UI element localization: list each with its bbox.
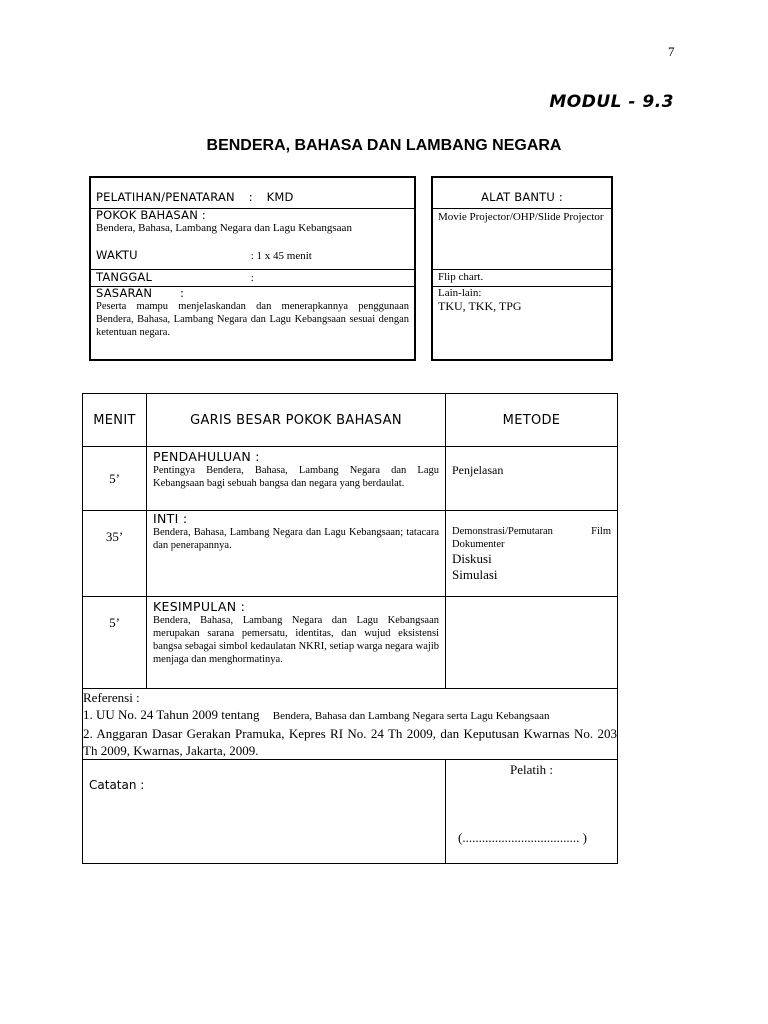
section-title: PENDAHULUAN : (153, 449, 260, 464)
pokok-row (91, 209, 414, 270)
table-row (83, 511, 618, 597)
tools-lain-value: TKU, TKK, TPG (438, 299, 522, 313)
row-metode (446, 511, 618, 597)
pelatihan-label: PELATIHAN/PENATARAN (96, 190, 235, 204)
tanggal-row (91, 270, 414, 287)
tools-item-1: Movie Projector/OHP/Slide Projector (433, 209, 611, 270)
footer-row (83, 760, 618, 864)
tools-box (431, 176, 613, 361)
sasaran-sep: : (180, 286, 185, 300)
module-label: MODUL - 9.3 (549, 92, 674, 112)
row-content (147, 511, 446, 597)
row-content (147, 447, 446, 511)
metode-text (446, 597, 617, 611)
info-box (89, 176, 416, 361)
tanggal-label: TANGGAL (96, 270, 153, 284)
row-menit: 5’ (83, 447, 147, 511)
metode-text: Penjelasan (452, 463, 504, 477)
tools-lain (433, 287, 611, 359)
catatan-label: Catatan : (89, 778, 145, 792)
row-metode (446, 447, 618, 511)
referensi-label: Referensi : (83, 690, 140, 705)
metode-text-3: Simulasi (452, 567, 498, 582)
referensi-item-2: 2. Anggaran Dasar Gerakan Pramuka, Kepres RI No. 24 Th 2009, dan Keputusan Kwarnas No. 203 Th 2009, Kwarnas, Jakarta, 2009. (83, 726, 617, 758)
section-text: Bendera, Bahasa, Lambang Negara dan Lagu Kebangsaan merupakan sarana pemersatu, identitas, dan wujud eksistensi bangsa sebagai simbol kedaulatan NKRI, setiap warga negara wajib menjaga dan menghormatinya. (153, 615, 439, 665)
pelatih-label: Pelatih : (510, 762, 553, 777)
row-metode (446, 597, 618, 689)
page-title: BENDERA, BAHASA DAN LAMBANG NEGARA (206, 137, 562, 154)
referensi-item-1 (83, 706, 617, 725)
sasaran-row (91, 287, 414, 359)
pokok-label: POKOK BAHASAN : (96, 208, 206, 222)
section-text: Pentingya Bendera, Bahasa, Lambang Negara dan Lagu Kebangsaan bagi sebuah bangsa dan negara yang berdaulat. (153, 465, 439, 489)
pelatih-signature: (.................................... ) (458, 830, 587, 845)
pelatihan-sep: : (248, 190, 253, 204)
section-title: INTI : (153, 511, 188, 526)
referensi-row (83, 689, 618, 760)
row-content (147, 597, 446, 689)
sasaran-value: Peserta mampu menjelaskandan dan menerapkannya penggunaan Bendera, Bahasa, Lambang Negara dan Lagu Kebangsaan sesuai dengan ketentuan negara. (96, 301, 409, 338)
lesson-table (82, 393, 618, 864)
header-garis-besar: GARIS BESAR POKOK BAHASAN (147, 394, 446, 447)
page-number: 7 (668, 44, 675, 59)
table-row (83, 447, 618, 511)
referensi-cell (83, 689, 618, 760)
tools-item-2: Flip chart. (433, 270, 611, 287)
referensi-1-prefix: 1. UU No. 24 Tahun 2009 tentang (83, 707, 260, 722)
table-row (83, 597, 618, 689)
header-metode: METODE (446, 394, 618, 447)
tools-header: ALAT BANTU : (433, 178, 611, 209)
section-text: Bendera, Bahasa, Lambang Negara dan Lagu Kebangsaan; tatacara dan penerapannya. (153, 527, 439, 551)
metode-text: Demonstrasi/Pemutaran Film Dokumenter (452, 526, 611, 550)
tanggal-value: : (250, 272, 254, 284)
referensi-1-rest: Bendera, Bahasa dan Lambang Negara serta Lagu Kebangsaan (272, 710, 550, 722)
pelatihan-row (91, 178, 414, 209)
row-menit: 35’ (83, 511, 147, 597)
waktu-value: : 1 x 45 menit (250, 250, 312, 262)
catatan-cell (83, 760, 446, 864)
header-menit: MENIT (83, 394, 147, 447)
row-menit: 5’ (83, 597, 147, 689)
sasaran-label: SASARAN (96, 286, 153, 300)
section-title: KESIMPULAN : (153, 599, 246, 614)
pokok-value: Bendera, Bahasa, Lambang Negara dan Lagu Kebangsaan (96, 222, 352, 234)
tools-lain-label: Lain-lain: (438, 287, 482, 299)
waktu-line (96, 249, 409, 263)
pelatih-cell (446, 760, 618, 864)
sasaran-heading (96, 287, 409, 300)
metode-text-2: Diskusi (452, 551, 492, 566)
pelatihan-value: KMD (266, 190, 294, 204)
table-header-row (83, 394, 618, 447)
waktu-label: WAKTU (96, 248, 138, 262)
